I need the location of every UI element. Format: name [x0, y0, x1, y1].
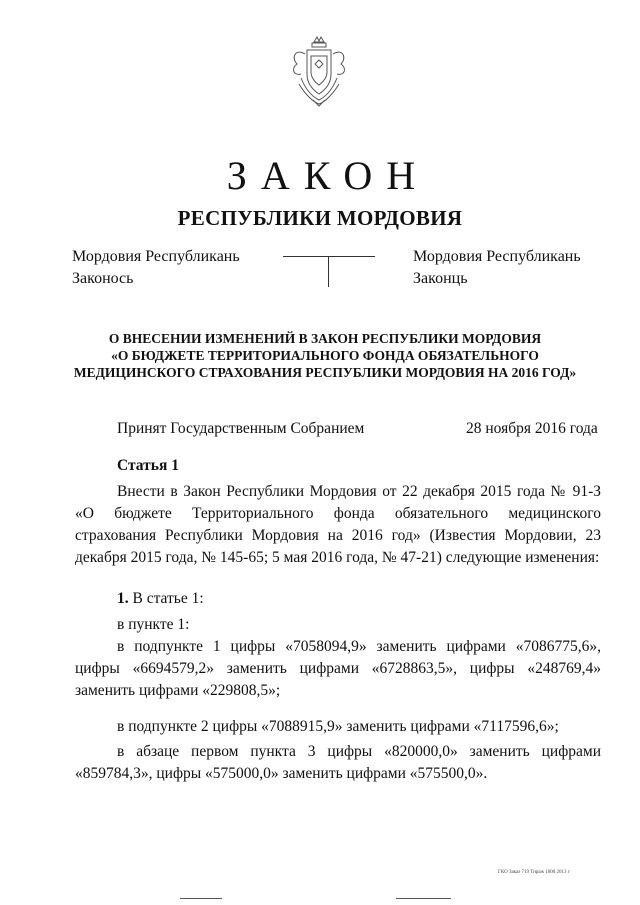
header-divider-horizontal	[283, 256, 375, 257]
item-1-text: В статье 1:	[128, 590, 204, 607]
print-tag: ГКО Заказ 719 Тираж 1000 2013 г	[498, 870, 570, 875]
article-heading: Статья 1	[117, 457, 179, 474]
item-1-paragraph	[75, 588, 601, 610]
footer-line-left	[180, 898, 222, 899]
point-1-paragraph: в пункте 1:	[117, 616, 190, 633]
document-subtitle: РЕСПУБЛИКИ МОРДОВИЯ	[177, 206, 463, 230]
footer-line-right	[396, 898, 451, 899]
header-left-line-2: Законось	[72, 270, 134, 287]
adopted-by: Принят Государственным Собранием	[117, 420, 365, 437]
adopted-date: 28 ноября 2016 года	[466, 420, 598, 437]
item-1-number: 1.	[117, 590, 129, 607]
coat-of-arms-emblem	[287, 34, 351, 108]
law-title-line-3: МЕДИЦИНСКОГО СТРАХОВАНИЯ РЕСПУБЛИКИ МОРДОВИЯ НА 2016 ГОД»	[73, 365, 577, 380]
document-title: ЗАКОН	[226, 153, 430, 198]
header-divider-vertical	[328, 257, 329, 287]
header-right-block	[413, 246, 581, 290]
point-3-paragraph: в абзаце первом пункта 3 цифры «820000,0» заменить цифрами «859784,3», цифры «575000,0» заменить цифрами «575500,0».	[75, 743, 601, 782]
subpoint-1-paragraph: в подпункте 1 цифры «7058094,9» заменить цифрами «7086775,6», цифры «6694579,2» заменить цифрами «6728863,5», цифры «248769,4» заменить цифрами «229808,5»;	[75, 638, 601, 699]
law-title-line-1: О ВНЕСЕНИИ ИЗМЕНЕНИЙ В ЗАКОН РЕСПУБЛИКИ МОРДОВИЯ	[108, 331, 542, 346]
header-right-line-2: Законць	[413, 270, 468, 287]
article-intro-paragraph: Внести в Закон Республики Мордовия от 22 декабря 2015 года № 91-З «О бюджете Территориального фонда обязательного медицинского страхования Республики Мордовия на 2016 год» (Известия Мордовии, 23 декабря 2015 года, № 145-65; 5 мая 2016 года, № 47-21) следующие изменения:	[75, 483, 601, 566]
subpoint-2-paragraph: в подпункте 2 цифры «7088915,9» заменить цифрами «7117596,6»;	[117, 718, 559, 735]
law-title	[20, 330, 630, 381]
law-title-line-2: «О БЮДЖЕТЕ ТЕРРИТОРИАЛЬНОГО ФОНДА ОБЯЗАТЕЛЬНОГО	[111, 348, 539, 363]
header-left-line-1: Мордовия Республикань	[72, 248, 240, 265]
header-left-block	[72, 246, 240, 290]
header-right-line-1: Мордовия Республикань	[413, 248, 581, 265]
